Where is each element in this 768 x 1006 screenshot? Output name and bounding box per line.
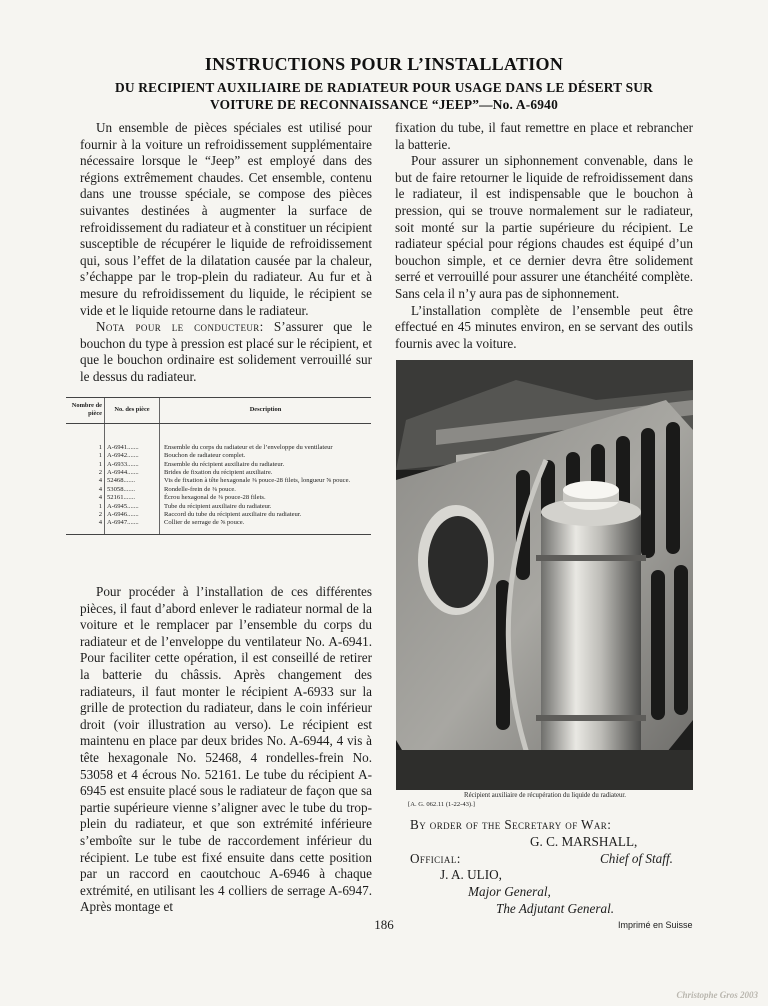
table-row <box>66 486 371 494</box>
row-part-number: A-6946....... <box>105 511 160 519</box>
row-part-number: A-6933....... <box>105 461 160 469</box>
row-part-number: 53058....... <box>105 486 160 494</box>
intro-paragraph: Un ensemble de pièces spéciales est utilisé pour fournir à la voiture un refroidissement supplémentaire nécessaire lorsque le “Jeep” est employé dans des régions extrêmement chaudes. Cet ensemble, contenu dans une trousse spéciale, se compose des pièces suivantes destinées à augmenter la surface de refroidissement du radiateur et à constituer un récipient susceptible de récupérer le liquide de refroidissement qui, sous l’effet de la dilatation causée par la chaleur, s’échappe par le trop-plein du radiateur. Au fur et à mesure du refroidissement du liquide, le récipient se vide et le liquide retourne dans le radiateur. <box>80 120 372 318</box>
ulio-name: J. A. ULIO, <box>440 867 502 882</box>
table-row <box>66 469 371 477</box>
header-part-number: No. des pièce <box>105 398 160 424</box>
row-part-number: A-6945....... <box>105 503 160 511</box>
marshall-title: Chief of Staff. <box>600 851 673 866</box>
row-description: Ensemble du récipient auxiliaire du radiateur. <box>160 461 372 469</box>
printer-note: Imprimé en Suisse <box>618 920 693 930</box>
row-part-number: A-6942....... <box>105 452 160 460</box>
row-description: Collier de serrage de ⅝ pouce. <box>160 519 372 534</box>
siphon-paragraph: Pour assurer un siphonnement convenable, dans le but de faire retourner le liquide de refroidissement dans le radiateur, il est indispensable que le bouchon à pression, qui se trouve normalement sur le radiateur, soit monté sur la partie supérieure du récipient. Le radiateur spécial pour régions chaudes est équipé d’un bouchon simple, et ce dernier devra être solidement serré et verrouillé pour assurer une étanchéité complète. Sans cela il n’y aura pas de siphonnement. <box>395 153 693 301</box>
official-label: Official: <box>410 851 461 866</box>
table-row <box>66 461 371 469</box>
row-description: Raccord du tube du récipient auxiliaire du radiateur. <box>160 511 372 519</box>
row-description: Tube du récipient auxiliaire du radiateur. <box>160 503 372 511</box>
marshall-name: G. C. MARSHALL, <box>530 834 638 849</box>
row-part-number: 52161....... <box>105 494 160 502</box>
photo-caption: Récipient auxiliaire de récupération du liquide du radiateur. <box>464 792 626 799</box>
row-part-number: 52468....... <box>105 477 160 485</box>
table-row <box>66 519 371 534</box>
row-quantity: 1 <box>98 443 102 451</box>
row-description: Vis de fixation à tête hexagonale ⅜ pouce-28 filets, longueur ⅝ pouce. <box>160 477 372 485</box>
table-row <box>66 423 371 452</box>
row-part-number: A-6941....... <box>105 423 160 452</box>
ulio-role: The Adjutant General. <box>496 901 615 916</box>
page-number: 186 <box>374 917 394 932</box>
header-quantity: Nombre de pièce <box>66 398 105 424</box>
table-row <box>66 503 371 511</box>
left-column-installation <box>80 584 372 916</box>
order-line: By order of the Secretary of War: <box>410 817 612 832</box>
header-description: Description <box>160 398 372 424</box>
row-quantity: 4 <box>98 477 102 485</box>
row-quantity: 1 <box>98 460 102 468</box>
left-column-intro <box>80 120 372 386</box>
row-description: Brides de fixation du récipient auxiliaire. <box>160 469 372 477</box>
row-part-number: A-6944....... <box>105 469 160 477</box>
driver-note <box>80 319 372 385</box>
row-quantity: 4 <box>66 519 105 534</box>
driver-note-text: S’assurer que le bouchon du type à pression est placé sur le récipient, et que le bouchon ordinaire est solidement verrouillé sur le dessus du radiateur. <box>80 319 372 384</box>
parts-table <box>66 397 371 535</box>
jeep-grille-illustration <box>396 360 693 790</box>
installation-paragraph: Pour procéder à l’installation de ces différentes pièces, il faut d’abord enlever le radiateur normal de la voiture et le remplacer par l’ensemble du corps du radiateur et de l’enveloppe du ventilateur No. A-6941. Pour faciliter cette opération, il est conseillé de retirer la batterie du châssis. Après changement des radiateurs, il faut monter le récipient A-6933 sur la grille de protection du radiateur, dans le coin inférieur droit (voir illustration au verso). Le récipient est maintenu en place par deux brides No. A-6944, 4 vis à tête hexagonale No. 52468, 4 rondelles-frein No. 53058 et 4 écrous No. 52161. Le tube du récipient A-6945 est ensuite placé sous le radiateur de façon que sa partie supérieure vienne s’aligner avec le tube du trop-plein du radiateur, et que son extrémité inférieure s’emboîte sur le tube de raccordement inférieur du récipient. Le tube est fixé ensuite dans cette position par un raccord en caoutchouc A-6946 à chaque extrémité, en utilisant les 4 colliers de serrage A-6947. Après montage et <box>80 584 372 915</box>
row-description: Rondelle-frein de ⅜ pouce. <box>160 486 372 494</box>
duration-paragraph: L’installation complète de l’ensemble peut être effectué en 45 minutes environ, en se servant des outils fournis avec la voiture. <box>395 302 693 351</box>
row-description: Ensemble du corps du radiateur et de l’enveloppe du ventilateur <box>160 423 372 452</box>
row-quantity: 4 <box>98 494 102 502</box>
watermark: Christophe Gros 2003 <box>676 990 758 1000</box>
row-part-number: A-6947....... <box>105 519 160 534</box>
table-row <box>66 452 371 460</box>
ulio-rank: Major General, <box>468 884 551 899</box>
row-quantity: 2 <box>98 469 102 477</box>
jeep-radiator-photo <box>396 360 693 790</box>
page-title: INSTRUCTIONS POUR L’INSTALLATION <box>204 54 564 74</box>
row-description: Bouchon de radiateur complet. <box>160 452 372 460</box>
row-description: Écrou hexagonal de ⅜ pouce-28 filets. <box>160 494 372 502</box>
row-quantity: 2 <box>98 511 102 519</box>
row-quantity: 1 <box>98 502 102 510</box>
driver-note-label: Nota pour le conducteur: <box>96 319 264 335</box>
page-subtitle-line2: VOITURE DE RECONNAISSANCE “JEEP”—No. A-6940 <box>210 97 558 112</box>
parts-table-header <box>66 398 371 424</box>
right-column-text <box>395 120 693 352</box>
page-subtitle-line1: DU RECIPIENT AUXILIAIRE DE RADIATEUR POUR USAGE DANS LE DÉSERT SUR <box>114 80 654 95</box>
continuation-paragraph: fixation du tube, il faut remettre en place et rebrancher la batterie. <box>395 120 693 152</box>
table-row <box>66 494 371 502</box>
row-quantity: 1 <box>98 452 102 460</box>
photo-reference: [A. G. 062.11 (1-22-43).] <box>408 801 475 808</box>
row-quantity: 4 <box>98 485 102 493</box>
table-row <box>66 477 371 485</box>
table-row <box>66 511 371 519</box>
